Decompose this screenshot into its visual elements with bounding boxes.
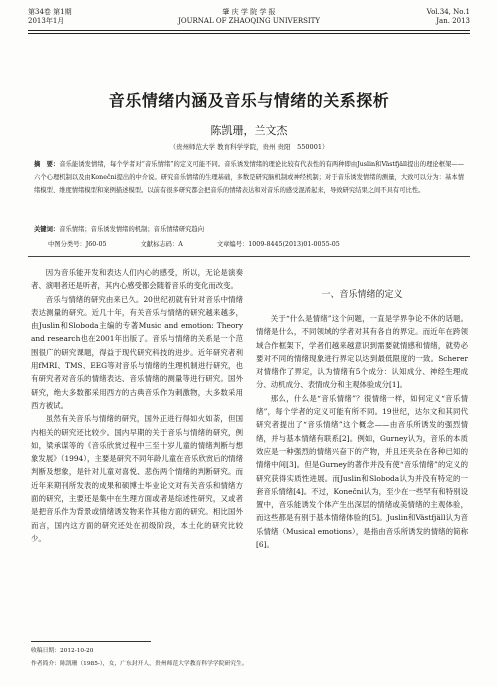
volume-issue-en: Vol.34, No.1 bbox=[426, 8, 470, 16]
abstract-divider bbox=[28, 256, 470, 257]
received-date: 收稿日期：2012-10-20 bbox=[31, 648, 94, 654]
header-rule-thin bbox=[28, 33, 470, 34]
paragraph: 关于“什么是情绪”这个问题，一直是学界争论不休的话题。情绪是什么，不同领域的学者对其有各自的界定。而近年在跨领域合作框架下，学者们越来越意识到需要就情感和情绪，就势必要对不同的情绪现象进行界定以达到最低限度的一致。Scherer对情绪作了界定，认为情绪有5个成分：认知成分、神经生理成分、动机成分、表情成分和主观体验成分[1]。 bbox=[256, 314, 468, 390]
article-meta bbox=[48, 239, 464, 248]
keywords-text: 音乐情绪；音乐诱发情绪的机制；音乐情绪研究趋向 bbox=[59, 226, 205, 233]
volume-issue: 第34卷 第1期 bbox=[28, 8, 72, 16]
abstract bbox=[34, 158, 464, 197]
clc-number: 中图分类号：J60-05 bbox=[48, 241, 107, 248]
paragraph: 虽然有关音乐与情绪的研究，国外正进行得如火如荼，但国内相关的研究还比较少。国内早期的关于音乐与情绪的研究，例如，梁承谋等的《音乐欣赏过程中三至十岁儿童的情绪判断与想象发展》（1994），主要是研究不同年龄儿童在音乐欣赏后的情绪判断及想象，是针对儿童对喜悦、悲伤两个情绪的判断研究。而近年来期刊所发表的成果和硕博士毕业论文对有关音乐和情绪方面的研究，主要还是集中在生理方面或者是综述性研究，又或者是把音乐作为背景或情绪诱发物来作其他方面的研究。相比国外而言，国内这方面的研究还处在初级阶段，本土化的研究比较少。 bbox=[31, 414, 243, 543]
article-id: 文章编号：1009-8445(2013)01-0055-05 bbox=[216, 241, 340, 248]
keywords bbox=[34, 225, 464, 235]
running-header bbox=[28, 6, 470, 38]
footnote-rule bbox=[31, 641, 151, 642]
journal-name-en: JOURNAL OF ZHAOQING UNIVERSITY bbox=[178, 17, 320, 25]
abstract-label: 摘 要： bbox=[34, 161, 60, 168]
paragraph: 因为音乐能开发和表达人们内心的感受，所以，无论是演奏者、演唱者还是听者，其内心感受都会随着音乐的变化而改变。 bbox=[31, 268, 243, 291]
section-heading: 一、音乐情绪的定义 bbox=[321, 290, 403, 300]
abstract-text: 音乐能诱发情绪，每个学者对“音乐情绪”的定义可能不同。音乐诱发情绪的理论比较有代表性的有两种即由Juslin和Västfjäll提出的理论框架——六个心理机制以及由Konečni提出的中介说。研究音乐情绪的生理基础，多数是研究脑机制或神经机制；对于音乐诱发情绪的测量，大致可以分为：基本情绪模型、维度情绪模型和案例描述模型。以前有很多研究都会把音乐的情绪表达和对音乐的感受混淆起来，导致研究结果之间不具有可比性。 bbox=[34, 161, 465, 194]
issue-date-en: Jan. 2013 bbox=[436, 17, 470, 25]
journal-name-cn: 肇 庆 学 院 学 报 bbox=[222, 8, 276, 16]
document-code: 文献标志码：A bbox=[140, 241, 183, 248]
paper-authors: 陈凯珊，兰文杰 bbox=[210, 124, 288, 137]
header-center bbox=[28, 8, 470, 26]
paragraph: 音乐与情绪的研究由来已久。20世纪初就有针对音乐中情绪表达测量的研究。近几十年，有关音乐与情绪的研究越来越多，由Juslin和Sloboda主编的专著Music and emotion: Theory and research也在2001年出版了。音乐与情绪的关系是一个范围很广的研究课题，得益于现代研究科技的进步。近年研究者利用fMRI、TMS、EEG等对音乐与情绪的生理机制进行研究，也有研究者对音乐的情绪表达、音乐情绪的测量等进行研究。国外研究，绝大多数都采用西方的古典音乐作为刺激物，大多数采用西方被试。 bbox=[31, 294, 243, 410]
right-column bbox=[256, 312, 468, 551]
paragraph: 那么，什么是“音乐情绪”？很情绪一样，如何定义“音乐情绪”，每个学者的定义可能有所不同。19世纪，达尔文和其同代研究者提出了“音乐情绪”这个概念——由音乐所诱发的强烈情绪，并与基本情绪有联系[2]。例如，Gurney认为，音乐的本质效应是一种强烈的情绪兴奋下的产物，并且还夹杂在各种已知的情绪中间[3]。但是Gurney的著作并没有使“音乐情绪”的定义的研究获得实质性进展。而Juslin和Sloboda认为并没有特定的一套音乐情绪[4]。不过，Konečni认为，至少在一些罕有和特别设置中，音乐能诱发个体产生出深层的情绪或美情绪的主观体验，而这些都是有别于基本情绪体验的[5]。Juslin和Västfjäll认为音乐情绪（Musical emotions），是指由音乐所诱发的情绪的简称[6]。 bbox=[256, 393, 468, 550]
author-affiliation: （贵州师范大学 教育科学学院，贵州 贵阳 550001） bbox=[169, 143, 329, 151]
issue-date: 2013年1月 bbox=[28, 17, 65, 25]
keywords-label: 关键词： bbox=[34, 226, 60, 233]
footnotes bbox=[31, 645, 470, 671]
paper-title: 音乐情绪内涵及音乐与情绪的关系探析 bbox=[108, 91, 390, 110]
left-column bbox=[31, 266, 243, 545]
header-right bbox=[427, 8, 470, 26]
author-bio: 作者简介：陈凯珊（1985-），女，广东封开人，贵州师范大学教育科学学院研究生。 bbox=[31, 661, 248, 667]
header-rule-thick bbox=[28, 30, 470, 31]
